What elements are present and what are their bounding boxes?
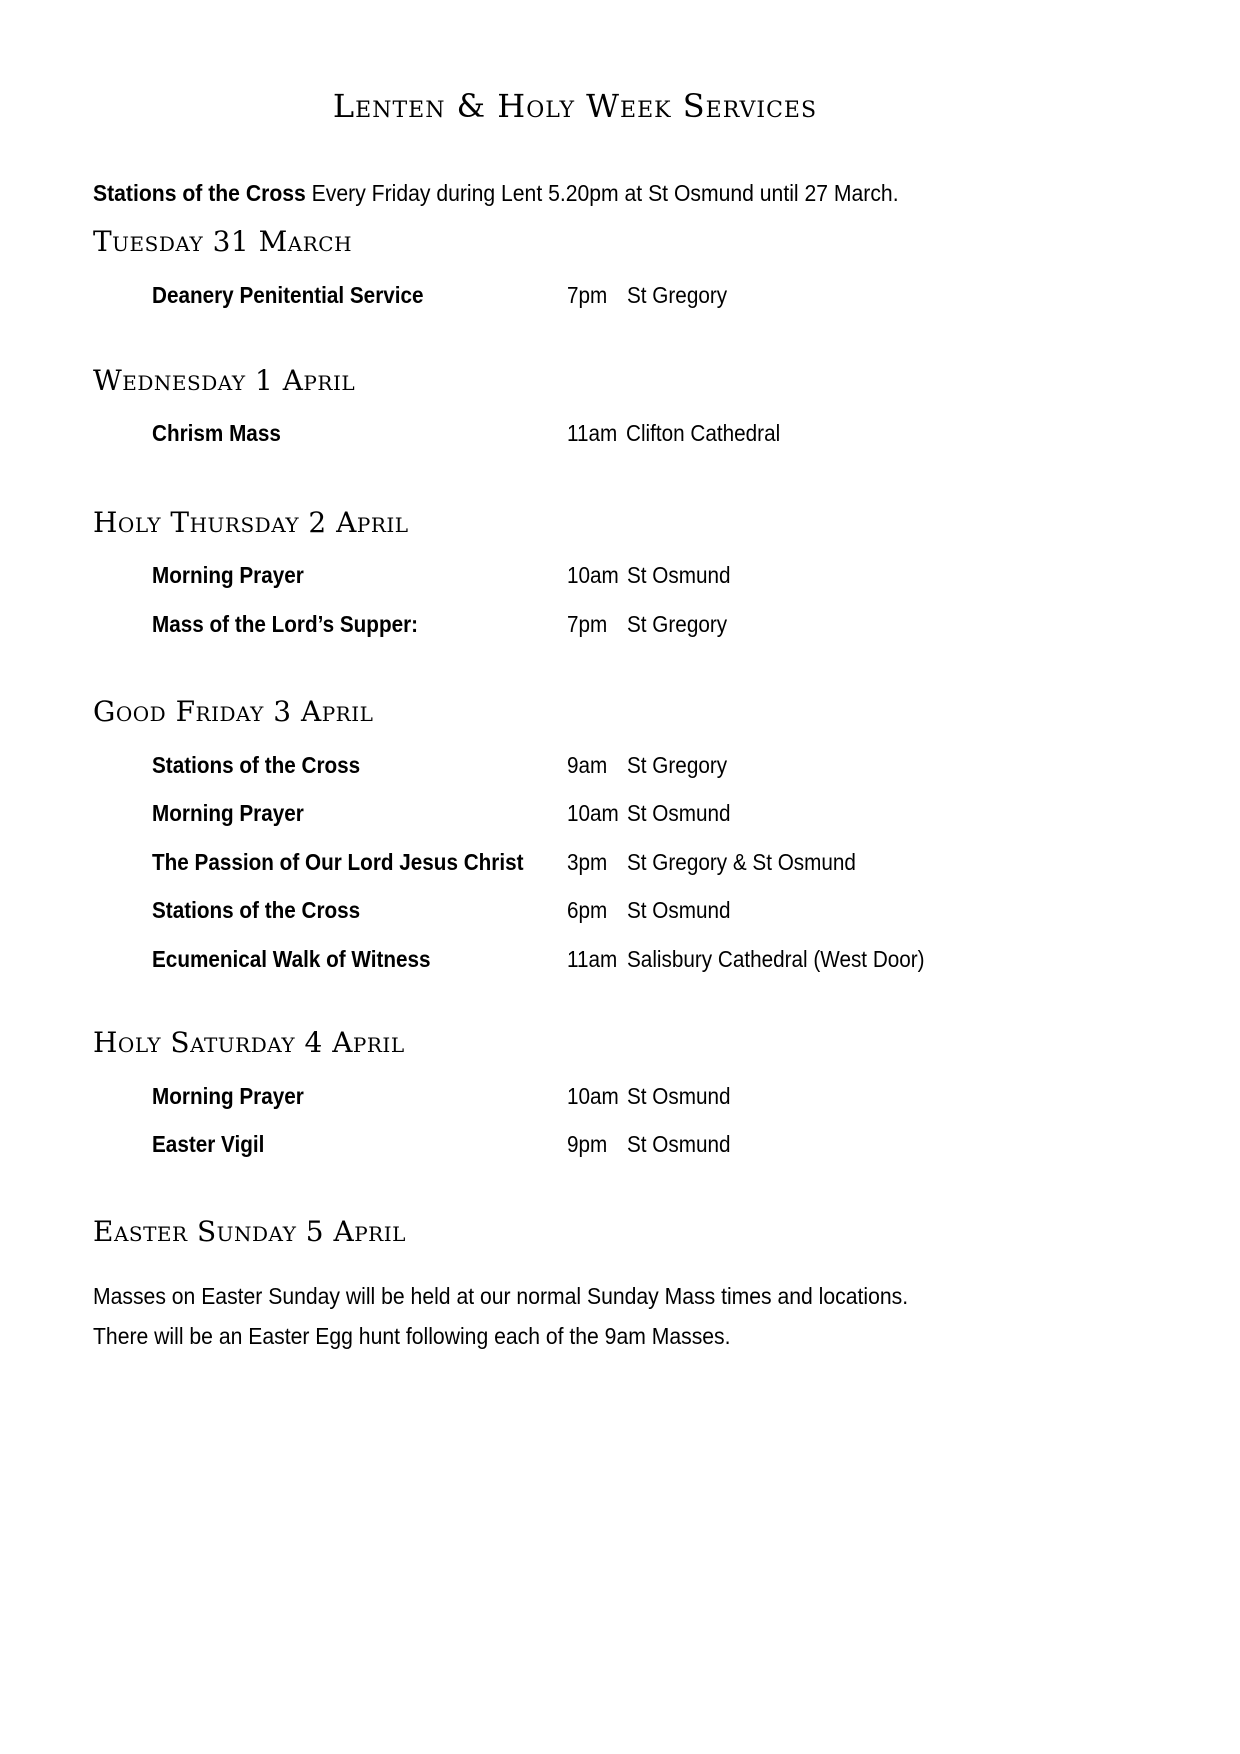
service-name: The Passion of Our Lord Jesus Christ bbox=[152, 849, 524, 875]
service-name: Morning Prayer bbox=[152, 800, 304, 826]
service-time: 11am bbox=[567, 946, 618, 972]
service-place: St Gregory bbox=[627, 752, 728, 778]
service-time: 9am bbox=[567, 752, 608, 778]
day-heading-tuesday: Tuesday 31 March bbox=[93, 225, 353, 258]
service-place: Clifton Cathedral bbox=[626, 420, 781, 446]
service-time: 11am bbox=[567, 420, 618, 446]
service-name: Ecumenical Walk of Witness bbox=[152, 946, 431, 972]
closing-line-1: Masses on Easter Sunday will be held at our normal Sunday Mass times and locations. bbox=[93, 1283, 909, 1309]
service-place: St Osmund bbox=[627, 800, 731, 826]
service-name: Deanery Penitential Service bbox=[152, 282, 424, 308]
service-name: Mass of the Lord’s Supper: bbox=[152, 611, 419, 637]
service-time: 7pm bbox=[567, 282, 608, 308]
service-place: St Osmund bbox=[627, 897, 731, 923]
service-time: 3pm bbox=[567, 849, 608, 875]
service-time: 10am bbox=[567, 1083, 619, 1109]
service-place: St Osmund bbox=[627, 562, 731, 588]
service-place: Salisbury Cathedral (West Door) bbox=[627, 946, 925, 972]
day-heading-good-friday: Good Friday 3 April bbox=[93, 695, 374, 728]
day-heading-easter-sunday: Easter Sunday 5 April bbox=[93, 1215, 406, 1248]
day-heading-thursday: Holy Thursday 2 April bbox=[93, 506, 409, 539]
closing-line-2: There will be an Easter Egg hunt following each of the 9am Masses. bbox=[93, 1323, 731, 1349]
service-name: Morning Prayer bbox=[152, 1083, 304, 1109]
intro-text: Every Friday during Lent 5.20pm at St Osmund until 27 March. bbox=[305, 180, 899, 206]
day-heading-holy-saturday: Holy Saturday 4 April bbox=[93, 1026, 405, 1059]
service-name: Easter Vigil bbox=[152, 1131, 265, 1157]
service-time: 6pm bbox=[567, 897, 608, 923]
day-heading-wednesday: Wednesday 1 April bbox=[93, 364, 356, 397]
service-time: 9pm bbox=[567, 1131, 608, 1157]
service-place: St Osmund bbox=[627, 1131, 731, 1157]
service-name: Chrism Mass bbox=[152, 420, 281, 446]
service-place: St Gregory & St Osmund bbox=[627, 849, 856, 875]
service-name: Stations of the Cross bbox=[152, 752, 361, 778]
service-place: St Gregory bbox=[627, 611, 728, 637]
page-title: Lenten & Holy Week Services bbox=[332, 87, 818, 125]
service-place: St Gregory bbox=[627, 282, 728, 308]
service-time: 7pm bbox=[567, 611, 608, 637]
service-name: Morning Prayer bbox=[152, 562, 304, 588]
intro-bold-label: Stations of the Cross bbox=[93, 180, 306, 206]
service-name: Stations of the Cross bbox=[152, 897, 361, 923]
service-place: St Osmund bbox=[627, 1083, 731, 1109]
service-time: 10am bbox=[567, 562, 619, 588]
service-time: 10am bbox=[567, 800, 619, 826]
intro-line bbox=[93, 178, 899, 208]
